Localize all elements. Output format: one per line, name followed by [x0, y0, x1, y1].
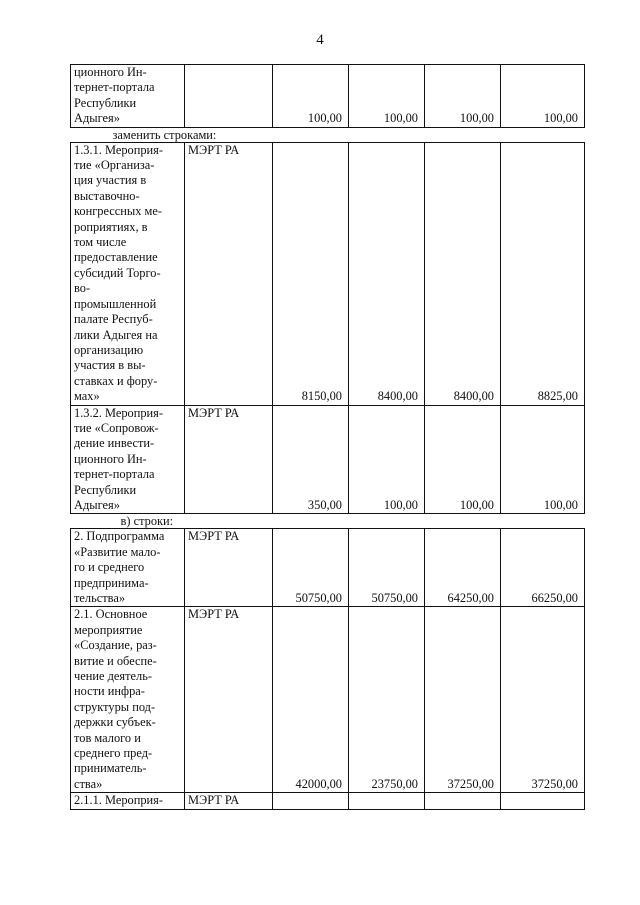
table-row: [71, 793, 585, 809]
amount-cell-year-3: 100,00: [425, 405, 501, 514]
amount-cell-year-1: 8150,00: [273, 142, 349, 405]
budget-table: [70, 64, 585, 810]
activity-name-line: тие «Сопровож-: [74, 420, 159, 435]
section-header-row: [71, 514, 585, 529]
activity-name-line: ства»: [74, 776, 103, 791]
amount-cell-year-3: 64250,00: [425, 529, 501, 607]
executor-cell: МЭРТ РА: [185, 142, 273, 405]
page-number: 4: [316, 32, 324, 48]
section-header-text: в) строки:: [120, 514, 174, 529]
activity-name-line: ция участия в: [74, 173, 147, 188]
amount-cell-year-4: 66250,00: [501, 529, 585, 607]
activity-name-line: Адыгея»: [74, 111, 120, 126]
activity-name-line: тернет-портала: [74, 467, 155, 482]
activity-name-line: во-: [74, 281, 91, 296]
amount-cell-year-1: 100,00: [273, 65, 349, 128]
activity-name-line: 2.1. Основное: [74, 607, 148, 622]
amount-cell-year-3: 100,00: [425, 65, 501, 128]
table-row: [71, 65, 585, 128]
section-header-row: [71, 127, 585, 142]
activity-name-line: роприятиях, в: [74, 219, 148, 234]
activity-name-line: среднего пред-: [74, 746, 153, 761]
activity-name-line: тельства»: [74, 591, 126, 605]
activity-name-line: «Создание, раз-: [74, 638, 157, 653]
section-header-text: заменить строками:: [112, 127, 217, 142]
activity-name-line: промышленной: [74, 296, 157, 311]
amount-cell-year-2: 50750,00: [349, 529, 425, 607]
activity-name-line: мах»: [74, 389, 100, 404]
activity-name-cell: [71, 405, 185, 514]
activity-name-line: приниматель-: [74, 761, 147, 776]
amount-cell-year-2: 8400,00: [349, 142, 425, 405]
table-row: [71, 607, 585, 793]
activity-name-line: участия в вы-: [74, 358, 146, 373]
amount-cell-year-2: 100,00: [349, 65, 425, 128]
activity-name-line: тие «Организа-: [74, 158, 155, 173]
activity-name-line: держки субъек-: [74, 715, 156, 730]
activity-name-line: 2. Подпрограмма: [74, 529, 165, 544]
activity-name-line: дение инвести-: [74, 436, 155, 451]
activity-name-line: ционного Ин-: [74, 65, 147, 79]
activity-name-cell: [71, 142, 185, 405]
amount-cell-year-4: 8825,00: [501, 142, 585, 405]
amount-cell-year-1: 42000,00: [273, 607, 349, 793]
activity-name-line: тов малого и: [74, 730, 141, 745]
activity-name-line: предоставление: [74, 250, 158, 265]
activity-name-line: го и среднего: [74, 560, 145, 575]
activity-name-line: палате Респуб-: [74, 312, 153, 327]
activity-name-line: выставочно-: [74, 188, 140, 203]
activity-name-line: субсидий Торго-: [74, 265, 161, 280]
amount-cell-year-1: 350,00: [273, 405, 349, 514]
executor-cell: МЭРТ РА: [185, 793, 273, 809]
amount-cell-year-1: 50750,00: [273, 529, 349, 607]
section-header-cell: [71, 514, 585, 529]
activity-name-line: «Развитие мало-: [74, 544, 161, 559]
activity-name-line: тернет-портала: [74, 80, 155, 95]
activity-name-cell: [71, 793, 185, 809]
activity-name-line: Адыгея»: [74, 497, 120, 512]
executor-cell: МЭРТ РА: [185, 405, 273, 514]
table-row: [71, 405, 585, 514]
amount-cell-year-2: 100,00: [349, 405, 425, 514]
activity-name-line: структуры под-: [74, 699, 156, 714]
table-row: [71, 529, 585, 607]
activity-name-line: Республики: [74, 482, 137, 497]
activity-name-line: предпринима-: [74, 575, 149, 590]
activity-name-line: конгрессных ме-: [74, 204, 163, 219]
activity-name-line: Республики: [74, 95, 137, 110]
amount-cell-year-1: [273, 793, 349, 809]
amount-cell-year-2: 23750,00: [349, 607, 425, 793]
table-body: [71, 65, 585, 810]
executor-cell: МЭРТ РА: [185, 607, 273, 793]
activity-name-line: 2.1.1. Мероприя-: [74, 793, 164, 808]
activity-name-line: 1.3.2. Мероприя-: [74, 405, 164, 420]
executor-cell: [185, 65, 273, 128]
amount-cell-year-4: 100,00: [501, 405, 585, 514]
activity-name-line: лики Адыгея на: [74, 327, 158, 342]
amount-cell-year-3: 8400,00: [425, 142, 501, 405]
activity-name-line: мероприятие: [74, 622, 143, 637]
activity-name-line: том числе: [74, 235, 127, 250]
activity-name-line: ционного Ин-: [74, 451, 147, 466]
amount-cell-year-3: [425, 793, 501, 809]
activity-name-line: организацию: [74, 342, 144, 357]
activity-name-line: ности инфра-: [74, 684, 145, 699]
activity-name-line: ставках и фору-: [74, 373, 158, 388]
amount-cell-year-4: 100,00: [501, 65, 585, 128]
table-row: [71, 142, 585, 405]
executor-cell: МЭРТ РА: [185, 529, 273, 607]
activity-name-cell: [71, 607, 185, 793]
activity-name-line: 1.3.1. Мероприя-: [74, 142, 164, 157]
amount-cell-year-4: [501, 793, 585, 809]
activity-name-line: витие и обеспе-: [74, 653, 157, 668]
amount-cell-year-3: 37250,00: [425, 607, 501, 793]
amount-cell-year-4: 37250,00: [501, 607, 585, 793]
activity-name-cell: [71, 529, 185, 607]
activity-name-line: чение деятель-: [74, 669, 152, 684]
section-header-cell: [71, 127, 585, 142]
activity-name-cell: [71, 65, 185, 128]
amount-cell-year-2: [349, 793, 425, 809]
